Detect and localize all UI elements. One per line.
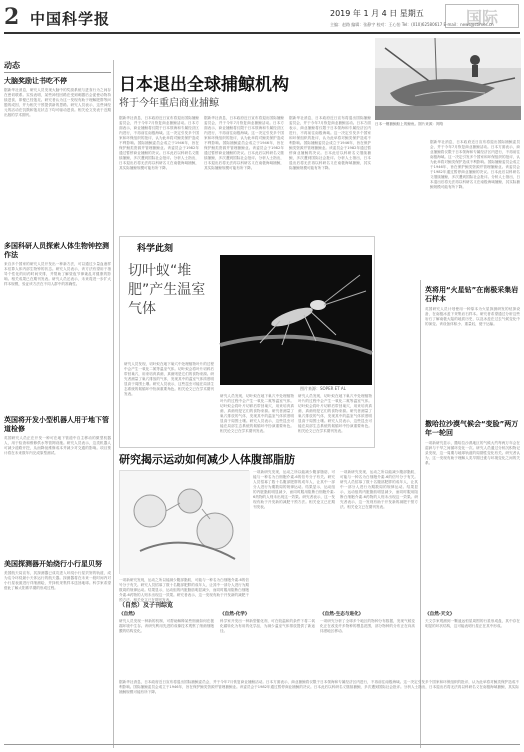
brief-title: 多国科研人员探索人体生物钟控测作法 <box>4 242 109 259</box>
bottom-item-text: 天文学家观测到一颗遥远恒星周围的行星形成盘，其中存在明显的环状结构，这可能表明行星正在其中形成。 <box>425 619 520 628</box>
bottom-item-head: 《自然-天文》 <box>425 612 455 617</box>
fat-story-body-3: 一项新研究发现，运动之所以能减少腹部脂肪，可能与一种名为白细胞介素-6的信号分子有关。研究人员招募了数十名腹部肥胖的成年人，让其中一部分人进行为期数周的规律运动。结果显示，运动组的内脏脂肪明显减少，而同时服用阻断白细胞介素-6药物的人则未出现这一效果。研究者表示，这一发现有助于开发新的减肥干预方法。相关论文已在期刊发表。 <box>119 578 249 602</box>
section-tag-dynamics: 动态 <box>4 60 111 73</box>
brief-title: 大脑奖励让书吃不停 <box>4 77 67 85</box>
science-column-body-1: 研究人员发现，切叶蚁在地下巢穴中处理植物叶片的过程中会产生一氧化二氮等温室气体。切叶蚁会将叶片切碎后带回巢穴，用来培育真菌，真菌则是它们的食物来源。研究者测量了巢穴排放的气体，发现其中的温室气体浓度明显高于周围土壤。研究人员表示，这些昆虫可能在局部生态系统的氮循环中扮演重要角色。相关论文已在学术期刊发表。 <box>124 362 214 396</box>
bottom-item <box>425 610 520 679</box>
brief-title: 美国探测器开始绕行小行星贝努 <box>4 560 102 568</box>
bottom-item <box>320 610 415 679</box>
column-divider <box>113 60 114 748</box>
fat-story-body-1: 一项新研究发现，运动之所以能减少腹部脂肪，可能与一种名为白细胞介素-6的信号分子有关。研究人员招募了数十名腹部肥胖的成年人，让其中一部分人进行为期数周的规律运动。结果显示，运动组的内脏脂肪明显减少，而同时服用阻断白细胞介素-6药物的人则未出现这一效果。研究者表示，这一发现有助于开发新的减肥干预方法。相关论文已在期刊发表。 <box>253 470 335 509</box>
header-rule <box>4 32 520 34</box>
right-story <box>425 420 520 591</box>
dateline: 2019 年 1 月 4 日 星期五 <box>330 9 424 18</box>
brief-text: 美国航天局宣布，其探测器已成功进入环绕小行星贝努的轨道，成为迄今环绕最小天体运行的航天器。探测器将在未来一段时间内对小行星表面进行详细测绘，并择机采集样本送回地球。科学家希望借此了解太阳系早期的形成过程。 <box>4 571 111 590</box>
science-column-headline: 切叶蚁“堆肥”产生温室气体 <box>128 263 206 317</box>
science-column-body-3: 研究人员发现，切叶蚁在地下巢穴中处理植物叶片的过程中会产生一氧化二氮等温室气体。切叶蚁会将叶片切碎后带回巢穴，用来培育真菌，真菌则是它们的食物来源。研究者测量了巢穴排放的气体，发现其中的温室气体浓度明显高于周围土壤。研究人员表示，这些昆虫可能在局部生态系统的氮循环中扮演重要角色。相关论文已在学术期刊发表。 <box>298 394 372 433</box>
fat-illustration <box>119 470 249 574</box>
page-number: 2 <box>4 4 20 30</box>
brief-title: 英国将开发小型机器人用于地下管道检修 <box>4 416 109 433</box>
footer-rule <box>4 744 520 745</box>
lead-body-continued: 据新华社消息，日本政府近日宣布将退出国际捕鲸委员会，并于今年7月恢复商业捕鲸活动。日本方面表示，商业捕鲸将仅限于日本领海和专属经济区内进行，不再前往南极海域。这一决定引发多个国家和环保组织的批评，认为此举将对鲸类保护造成不利影响。国际捕鲸委员会成立于1946年，旨在保护鲸类资源并管理捕鲸业。该委员会于1982年通过暂停商业捕鲸的决议。日本此后以科研名义继续捕鲸，多次遭到国际社会批评。分析人士指出，日本退出后将无法再以科研名义在南极海域捕鲸，其实际捕鲸规模可能有所下降。 <box>430 140 520 189</box>
bottom-item-text: 科学家开发出一种新型催化剂，可在较温和的条件下将二氧化碳转化为有用的化学品，为减少温室气体排放提供了新途径。 <box>220 619 315 633</box>
right-story-title: 英将用“火星钻”在南极采集岩石样本 <box>425 286 519 303</box>
right-story <box>425 286 520 427</box>
left-column <box>4 60 111 748</box>
bottom-item-text: 一项研究分析了全球多个地区的物种分布数据，发现气候变化正在改变许多物种的栖息范围，部分物种的分布正在向高纬度地区移动。 <box>320 619 415 633</box>
right-column-divider <box>420 280 421 748</box>
fat-cell-illustration <box>120 471 250 575</box>
lead-body-col1: 据新华社消息，日本政府近日宣布将退出国际捕鲸委员会，并于今年7月恢复商业捕鲸活动。日本方面表示，商业捕鲸将仅限于日本领海和专属经济区内进行，不再前往南极海域。这一决定引发多个国家和环保组织的批评，认为此举将对鲸类保护造成不利影响。国际捕鲸委员会成立于1946年，旨在保护鲸类资源并管理捕鲸业。该委员会于1982年通过暂停商业捕鲸的决议。日本此后以科研名义继续捕鲸，多次遭到国际社会批评。分析人士指出，日本退出后将无法再以科研名义在南极海域捕鲸，其实际捕鲸规模可能有所下降。 <box>119 116 199 170</box>
bottom-item-head: 《自然-生态与进化》 <box>320 612 364 617</box>
lead-subheadline: 将于今年重启商业捕鲸 <box>119 98 219 109</box>
brief-item <box>4 560 111 721</box>
brief-text: 据新华社消息，研究人员发现大脑中的奖励系统与进食行为之间存在密切联系。实验表明，某些神经回路在受到刺激后会促使动物持续进食，即便已经饱足。研究者认为这一发现有助于理解肥胖等问题的成因，并为相关干预提供新的思路。研究人员表示，这些神经元的活动在饥饿和饱足状态下均可驱动进食。相关论文发表于近期出版的学术期刊。 <box>4 88 111 117</box>
bottom-item-head: 《自然》 <box>119 612 138 617</box>
whale-caption: 日本一艘捕鲸船上的鲸鱼。图片来源：网络 <box>375 122 444 126</box>
bottom-item-head: 《自然-化学》 <box>220 612 250 617</box>
section-label: 国际 <box>445 4 519 28</box>
fat-story-body-2: 一项新研究发现，运动之所以能减少腹部脂肪，可能与一种名为白细胞介素-6的信号分子有关。研究人员招募了数十名腹部肥胖的成年人，让其中一部分人进行为期数周的规律运动。结果显示，运动组的内脏脂肪明显减少，而同时服用阻断白细胞介素-6药物的人则未出现这一效果。研究者表示，这一发现有助于开发新的减肥干预方法。相关论文已在期刊发表。 <box>340 470 418 509</box>
fat-story-headline: 研究揭示运动如何减少人体腹部脂肪 <box>119 453 295 466</box>
right-story-text: 一项新研究显示，撒哈拉沙漠地区的气候大约每两万年会在湿润与干旱之间循环变化一次。研究人员通过分析沉积物记录发现，这一周期与地球轨道的周期性变化有关。研究者认为，这一发现有助于理解人类早期迁徙与环境变化之间的关系。 <box>425 441 520 465</box>
editors-line: 主编：赵路 编辑：张静宇 校对：王心怡 Tel：(010)62580617 E-mail：news@stimes.cn <box>330 22 494 27</box>
bottom-item <box>119 610 214 679</box>
brief-text: 来自多个国家的研究人员开发出一种新方法，可以通过少量血液样本估算人体内部生物钟的状态。研究人员表示，该方法有望用于指导个性化的用药时间安排，并帮助了解昼夜节律紊乱对健康的影响。相关成果已在期刊发表。研究人员还表示，未来将进一步扩大样本规模，验证该方法在不同人群中的准确性。 <box>4 262 111 286</box>
bottom-item <box>220 610 315 679</box>
science-column-title: 科学此刻 <box>137 244 174 254</box>
lead-body-col2: 据新华社消息，日本政府近日宣布将退出国际捕鲸委员会，并于今年7月恢复商业捕鲸活动。日本方面表示，商业捕鲸将仅限于日本领海和专属经济区内进行，不再前往南极海域。这一决定引发多个国家和环保组织的批评，认为此举将对鲸类保护造成不利影响。国际捕鲸委员会成立于1946年，旨在保护鲸类资源并管理捕鲸业。该委员会于1982年通过暂停商业捕鲸的决议。日本此后以科研名义继续捕鲸，多次遭到国际社会批评。分析人士指出，日本退出后将无法再以科研名义在南极海域捕鲸，其实际捕鲸规模可能有所下降。 <box>204 116 284 170</box>
brief-item <box>4 77 111 238</box>
lead-headline: 日本退出全球捕鲸机构 <box>119 75 289 95</box>
bottom-body: 据新华社消息，日本政府近日宣布将退出国际捕鲸委员会，并于今年7月恢复商业捕鲸活动。日本方面表示，商业捕鲸将仅限于日本领海和专属经济区内进行，不再前往南极海域。这一决定引发多个国家和环保组织的批评，认为此举将对鲸类保护造成不利影响。国际捕鲸委员会成立于1946年，旨在保护鲸类资源并管理捕鲸业。该委员会于1982年通过暂停商业捕鲸的决议。日本此后以科研名义继续捕鲸，多次遭到国际社会批评。分析人士指出，日本退出后将无法再以科研名义在南极海域捕鲸，其实际捕鲸规模可能有所下降。 <box>119 680 519 694</box>
brief-text: 英国研究人员正在开发一种可在地下管道中自主移动的微型机器人，用于检查和维修供水等管网设施。研究人员表示，这类机器人可减少道路开挖，从而降低维修成本并减少对交通的影响。项目预计将在未来数年内完成原型测试。 <box>4 436 111 455</box>
bottom-banner: （自然）及子刊综览 <box>119 602 174 609</box>
brief-item <box>4 416 111 556</box>
whale-image <box>375 38 521 120</box>
whale-photo <box>375 38 521 120</box>
science-column-body-2: 研究人员发现，切叶蚁在地下巢穴中处理植物叶片的过程中会产生一氧化二氮等温室气体。切叶蚁会将叶片切碎后带回巢穴，用来培育真菌，真菌则是它们的食物来源。研究者测量了巢穴排放的气体，发现其中的温室气体浓度明显高于周围土壤。研究人员表示，这些昆虫可能在局部生态系统的氮循环中扮演重要角色。相关论文已在学术期刊发表。 <box>220 394 294 433</box>
right-story-text: 英国研究人员计划使用一种原本为火星探测研发的钻探设备，在南极冰盖下采集岩石样本。研究者希望通过分析这些岩石了解南极大陆的地质历史，以及冰盖在过去气候变化中的演变。该设备体积小、重量轻，便于运输。 <box>425 307 520 326</box>
masthead: 中国科学报 <box>30 10 111 28</box>
ant-photo <box>220 255 372 385</box>
ant-image <box>220 255 372 385</box>
ant-photo-credit: 图片来源：SOPER ET AL <box>300 386 346 391</box>
brief-item <box>4 242 111 412</box>
lead-body-col3: 据新华社消息，日本政府近日宣布将退出国际捕鲸委员会，并于今年7月恢复商业捕鲸活动。日本方面表示，商业捕鲸将仅限于日本领海和专属经济区内进行，不再前往南极海域。这一决定引发多个国家和环保组织的批评，认为此举将对鲸类保护造成不利影响。国际捕鲸委员会成立于1946年，旨在保护鲸类资源并管理捕鲸业。该委员会于1982年通过暂停商业捕鲸的决议。日本此后以科研名义继续捕鲸，多次遭到国际社会批评。分析人士指出，日本退出后将无法再以科研名义在南极海域捕鲸，其实际捕鲸规模可能有所下降。 <box>289 116 371 170</box>
bottom-item-text: 研究人员发现一种新的机制，可帮助解释某些细菌如何在极端环境中生存。该研究利用先进的成像技术观察了细菌细胞膜的结构变化。 <box>119 619 214 633</box>
right-story-title: 撒哈拉沙漠气候会“变脸”两万年一轮回 <box>425 420 519 437</box>
